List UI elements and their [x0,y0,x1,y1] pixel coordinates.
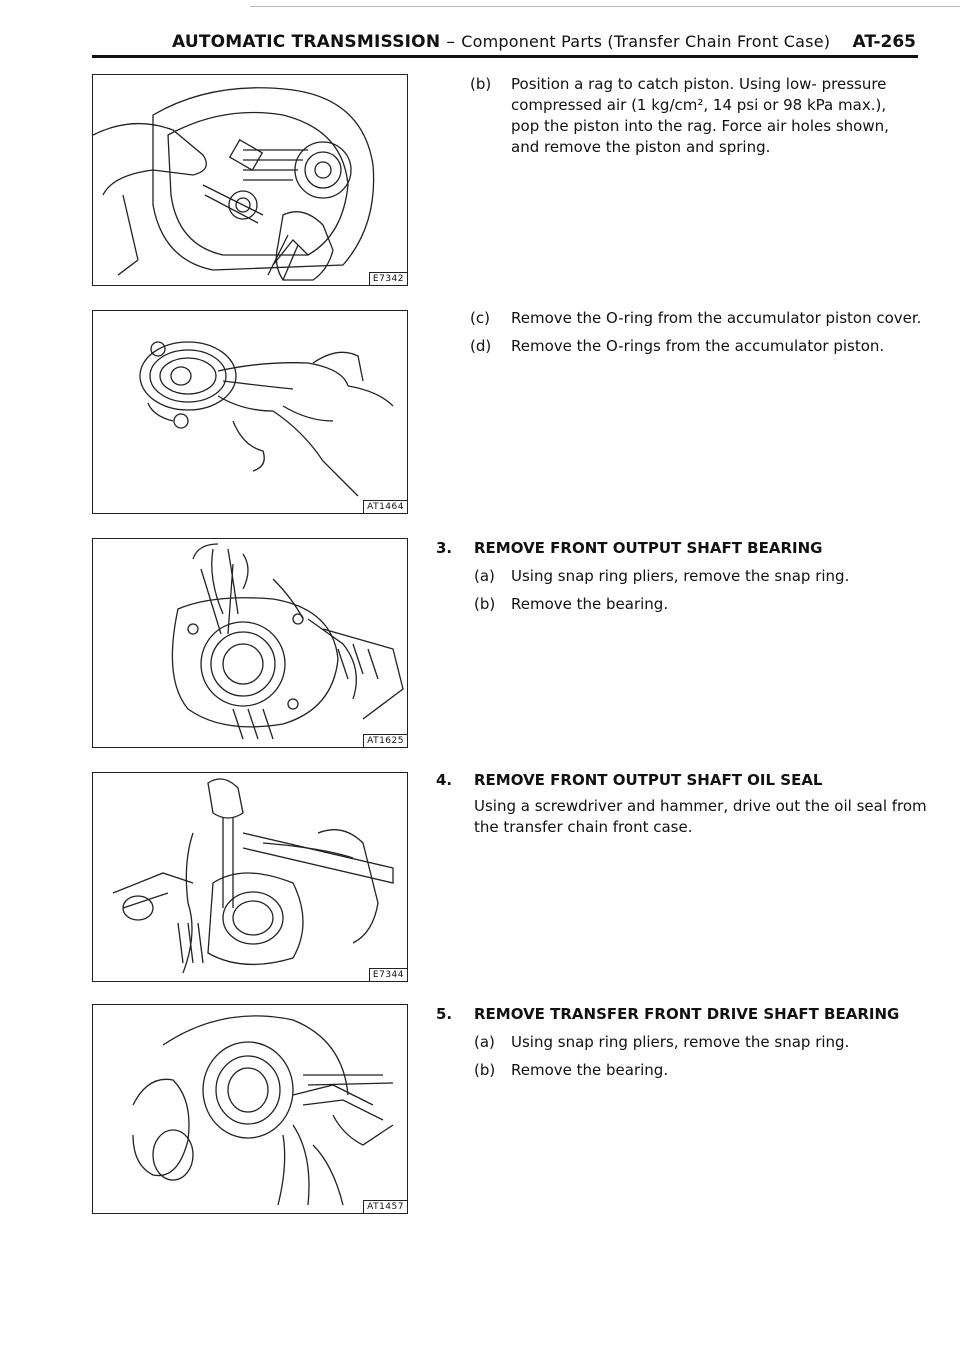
step-number: 4. [436,771,453,789]
figure-hammer-screwdriver [92,772,408,982]
figure-code: AT1457 [363,1200,407,1213]
illustration-piston-cover [93,311,407,513]
step-text: Remove the O-rings from the accumulator piston. [511,337,885,355]
step-text-line: and remove the piston and spring. [511,138,771,156]
step-3-heading [436,538,926,562]
step-text-line: Using a screwdriver and hammer, drive out the oil seal from [474,797,927,815]
figure-snap-ring-pliers [92,538,408,748]
header-title [172,32,830,52]
step-3b [474,594,930,618]
header-section: AUTOMATIC TRANSMISSION [172,32,441,52]
step-text-line: Position a rag to catch piston. Using low- pressure [511,75,887,93]
step-label: (b) [474,1061,496,1079]
illustration-snap-ring-pliers [93,539,407,747]
illustration-drive-shaft-pliers [93,1005,407,1213]
step-text: Remove the bearing. [511,595,669,613]
step-text-line: compressed air (1 kg/cm², 14 psi or 98 kPa max.), [511,96,887,114]
step-5a [474,1032,930,1056]
figure-code: AT1464 [363,500,407,513]
step-text-line: pop the piston into the rag. Force air holes shown, [511,117,889,135]
step-c-remove-oring-cover [470,308,930,332]
top-scan-line [250,6,960,7]
step-label: (a) [474,567,495,585]
step-4-body [474,796,930,840]
step-text: Remove the O-ring from the accumulator piston cover. [511,309,922,327]
step-d-remove-orings-piston [470,336,930,360]
step-label: (b) [470,75,492,93]
figure-code: E7344 [369,968,407,981]
step-heading: REMOVE FRONT OUTPUT SHAFT OIL SEAL [474,771,823,789]
page-number: AT-265 [852,32,916,52]
step-text-line: the transfer chain front case. [474,818,693,836]
illustration-hammer-screwdriver [93,773,407,981]
illustration-accumulator-air [93,75,407,285]
step-text: Remove the bearing. [511,1061,669,1079]
step-4-heading [436,770,926,794]
step-text: Using snap ring pliers, remove the snap ring. [511,567,850,585]
step-text: Using snap ring pliers, remove the snap ring. [511,1033,850,1051]
step-heading: REMOVE FRONT OUTPUT SHAFT BEARING [474,539,823,557]
header-rule [92,55,918,58]
step-number: 5. [436,1005,453,1023]
figure-drive-shaft-pliers [92,1004,408,1214]
page-header [92,32,920,56]
step-label: (d) [470,337,492,355]
step-number: 3. [436,539,453,557]
figure-code: AT1625 [363,734,407,747]
figure-code: E7342 [369,272,407,285]
step-label: (a) [474,1033,495,1051]
header-separator: – [446,32,456,52]
step-5b [474,1060,930,1084]
figure-piston-cover [92,310,408,514]
step-label: (c) [470,309,490,327]
step-label: (b) [474,595,496,613]
step-3a [474,566,930,590]
step-b-position-rag [470,74,930,164]
step-heading: REMOVE TRANSFER FRONT DRIVE SHAFT BEARING [474,1005,900,1023]
header-subtitle: Component Parts (Transfer Chain Front Case) [461,32,831,51]
step-5-heading [436,1004,926,1028]
figure-accumulator-air [92,74,408,286]
